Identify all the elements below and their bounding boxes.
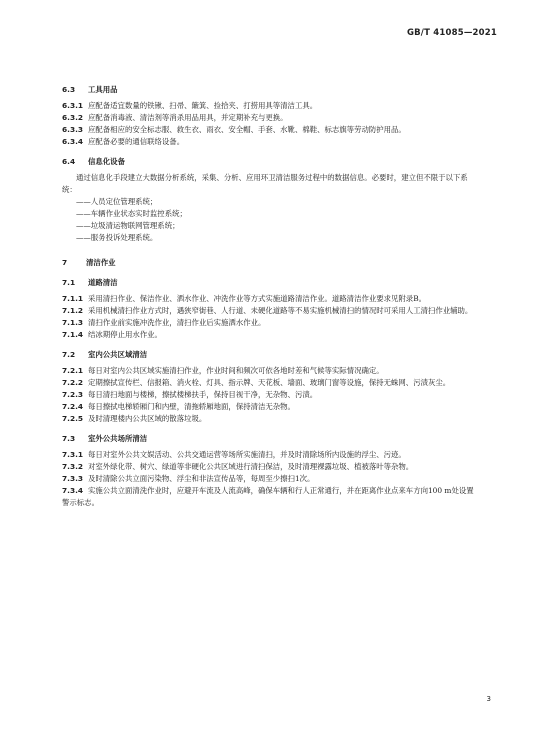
- clause-7-2-2: 7.2.2 定期擦拭宣传栏、信报箱、消火栓、灯具、指示牌、天花板、墙面、玻璃门窗等设施，保持无蛛网、污渍灰尘。: [62, 378, 451, 387]
- section-heading-6-4: 6.4 信息化设备: [62, 157, 125, 166]
- clause-6-3-3: 6.3.3 应配备相应的安全标志服、救生衣、雨衣、安全帽、手套、水靴、棉鞋、标志旗等劳动防护用品。: [62, 125, 406, 134]
- section-heading-6-3: 6.3 工具用品: [62, 85, 118, 94]
- clause-7-2-3: 7.2.3 每日清扫地面与楼梯，擦拭楼梯扶手，保持目视干净，无杂物、污渍。: [62, 390, 318, 399]
- clause-7-1-2: 7.1.2 采用机械清扫作业方式时，遇狭窄街巷、人行道、未硬化道路等不易实施机械清扫的情况时可采用人工清扫作业辅助。: [62, 306, 473, 315]
- clause-7-2-1: 7.2.1 每日对室内公共区域实施清扫作业，作业时间和频次可依各地时差和气候等实际情况确定。: [62, 366, 384, 375]
- clause-7-3-2: 7.3.2 对室外绿化带、树穴、绿道等非硬化公共区域进行清扫保洁，及时清理裸露垃圾、植被落叶等杂物。: [62, 462, 414, 471]
- clause-6-3-4: 6.3.4 应配备必要的通信联络设备。: [62, 137, 185, 146]
- paragraph-6-4: 通过信息化手段建立大数据分析系统，采集、分析、应用环卫清洁服务过程中的数据信息。必要时，建立但不限于以下系统：: [62, 173, 468, 194]
- clause-6-3-2: 6.3.2 应配备消毒液、清洁剂等消杀用品用具，并定期补充与更换。: [62, 113, 288, 122]
- clause-7-1-3: 7.1.3 清扫作业前实施冲洗作业，清扫作业后实施洒水作业。: [62, 318, 266, 327]
- section-heading-7-1: 7.1 道路清洁: [62, 278, 118, 287]
- section-heading-7-3: 7.3 室外公共场所清洁: [62, 434, 148, 443]
- list-item: ——垃圾清运物联网管理系统；: [76, 221, 180, 230]
- clause-6-3-1: 6.3.1 应配备适宜数量的铁锹、扫帚、簸箕、捡拾夹、打捞用具等清洁工具。: [62, 101, 318, 110]
- clause-7-2-4: 7.2.4 每日擦拭电梯轿厢门和内壁，清拖轿厢地面，保持清洁无杂物。: [62, 402, 295, 411]
- clause-7-1-4: 7.1.4 结冰期停止用水作业。: [62, 330, 162, 339]
- standard-number: GB/T 41085—2021: [406, 28, 497, 38]
- page-number: 3: [486, 695, 491, 703]
- clause-7-3-4: 7.3.4 实施公共立面清洗作业时，应避开车流及人流高峰，确保车辆和行人正常通行，并在距离作业点来车方向100 m处设置警示标志。: [62, 486, 474, 507]
- page-content: [62, 84, 480, 509]
- clause-7-3-3: 7.3.3 及时清除公共立面污染物、浮尘和非法宣传品等，每周至少擦扫1次。: [62, 474, 315, 483]
- clause-7-1-1: 7.1.1 采用清扫作业、保洁作业、洒水作业、冲洗作业等方式实施道路清洁作业。道路清洁作业要求见附录B。: [62, 294, 427, 303]
- clause-7-3-1: 7.3.1 每日对室外公共文娱活动、公共交通运营等场所实施清扫，并及时清除场所内设施的浮尘、污迹。: [62, 450, 406, 459]
- list-item: ——服务投诉处理系统。: [76, 233, 158, 242]
- list-item: ——人员定位管理系统；: [76, 197, 158, 206]
- chapter-heading-7: 7 清洁作业: [62, 258, 116, 267]
- list-item: ——车辆作业状态实时监控系统；: [76, 209, 187, 218]
- clause-7-2-5: 7.2.5 及时清理楼内公共区域的散落垃圾。: [62, 414, 207, 423]
- section-heading-7-2: 7.2 室内公共区域清洁: [62, 350, 148, 359]
